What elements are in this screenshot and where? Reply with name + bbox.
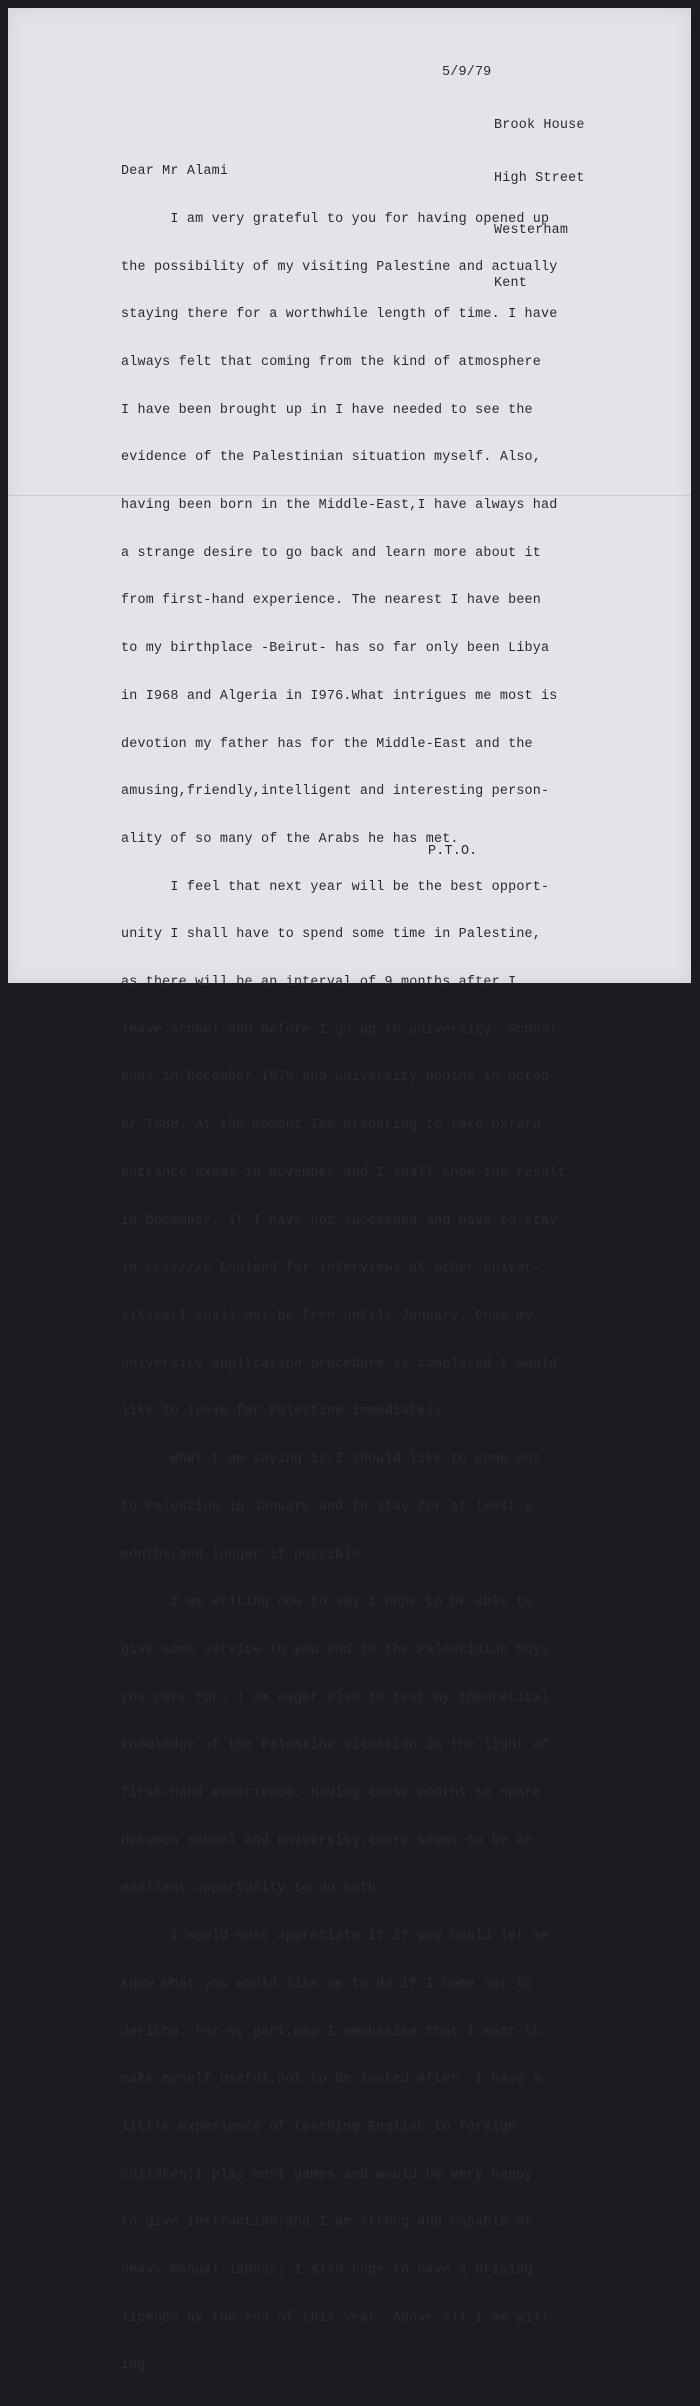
body-line: children;I play most games and would be very happy bbox=[121, 2167, 533, 2183]
body-line: to give instruction;and I am strong and capable of bbox=[121, 2215, 533, 2231]
body-line: Jericho. For my part,may I emphasise that I want to bbox=[121, 2024, 542, 2040]
address-line: Brook House bbox=[494, 118, 585, 133]
body-line: in ///////r England for interviews at other univer- bbox=[121, 1261, 542, 1277]
body-line: first-hand experience. Having these months to spare bbox=[121, 1786, 542, 1802]
address-line: Kent bbox=[494, 275, 527, 291]
body-line: leave school and before I go up to university. School bbox=[121, 1022, 558, 1038]
body-line: in December. If I have not succeeded and have to stay bbox=[121, 1213, 558, 1229]
body-line: university application procedure is completed I would bbox=[121, 1356, 558, 1372]
body-line: to my birthplace -Beirut- has so far only been Libya bbox=[121, 641, 550, 657]
body-line: unity I shall have to spend some time in Palestine, bbox=[121, 927, 542, 943]
body-line: heavy manual labour. I also hope to have a driving bbox=[121, 2263, 533, 2279]
body-line: make myself useful,not to be looked after. I have a bbox=[121, 2072, 542, 2088]
body-line: a strange desire to go back and learn more about it bbox=[121, 545, 542, 561]
body-line: ality of so many of the Arabs he has met. bbox=[121, 831, 459, 847]
body-line: months,and longer if possible. bbox=[121, 1547, 369, 1563]
body-line: What I am saying is,I should like to come out bbox=[121, 1452, 542, 1468]
body-line: as there will be an interval of 9 months after I bbox=[121, 975, 517, 991]
body-line: give some service to you and to the Palestinian boys bbox=[121, 1642, 550, 1658]
body-line: I would most appreciate it if you could let me bbox=[121, 1929, 550, 1945]
body-line: amusing,friendly,intelligent and interesting person- bbox=[121, 784, 550, 800]
body-line: ing. bbox=[121, 2358, 154, 2374]
body-line: sities,I shall not be free until/ January. Once my bbox=[121, 1308, 533, 1324]
body-line: exellant opportunity to do both. bbox=[121, 1881, 385, 1897]
letter-body bbox=[121, 180, 566, 2406]
body-line: devotion my father has for the Middle-East and the bbox=[121, 736, 533, 752]
body-line: I feel that next year will be the best opport- bbox=[121, 879, 550, 895]
body-line: in I968 and Algeria in I976.What intrigues me most is bbox=[121, 688, 558, 704]
body-line: you care for. I am eager also to test my theoretical bbox=[121, 1690, 550, 1706]
body-line: er I980. At the moment Iam preparing to take Oxford bbox=[121, 1118, 542, 1134]
body-line: know what you would like me to do if I come out to bbox=[121, 1976, 533, 1992]
body-line: entrance exams in November and I shall know the result bbox=[121, 1165, 566, 1181]
body-line: always felt that coming from the kind of atmosphere bbox=[121, 354, 542, 370]
body-line: I am writing now to say I hope to be able to bbox=[121, 1595, 533, 1611]
letter-page bbox=[8, 8, 691, 2374]
address-line: High Street bbox=[494, 170, 585, 186]
body-line: I am very grateful to you for having opened up bbox=[121, 211, 550, 227]
please-turn-over: P.T.O. bbox=[428, 844, 478, 859]
body-line: evidence of the Palestinian situation myself. Also, bbox=[121, 450, 542, 466]
body-line: the possibility of my visiting Palestine and actually bbox=[121, 259, 558, 275]
body-line: staying there for a worthwhile length of time. I have bbox=[121, 307, 558, 323]
address-line: Westerham bbox=[494, 223, 569, 238]
body-line: licence by the end of this year. Above all I am will- bbox=[121, 2310, 558, 2326]
body-line: like to leave for Palestine immediately. bbox=[121, 1404, 451, 1420]
letter-date: 5/9/79 bbox=[442, 65, 492, 80]
body-line: I have been brought up in I have needed to see the bbox=[121, 402, 533, 418]
body-line: between school and university,there seems to be an bbox=[121, 1833, 533, 1849]
body-line: ends in December I979 and university begins in Octob- bbox=[121, 1070, 558, 1086]
body-line: from first-hand experience. The nearest I have been bbox=[121, 593, 542, 609]
body-line: little experience of teaching English to foreign bbox=[121, 2119, 517, 2135]
body-line: having been born in the Middle-East,I have always had bbox=[121, 498, 558, 514]
body-line: to Palestine in January and to stay for at least 6 bbox=[121, 1499, 533, 1515]
body-line: knowledge of the Palestine situation in the light of bbox=[121, 1738, 550, 1754]
salutation: Dear Mr Alami bbox=[121, 164, 229, 179]
